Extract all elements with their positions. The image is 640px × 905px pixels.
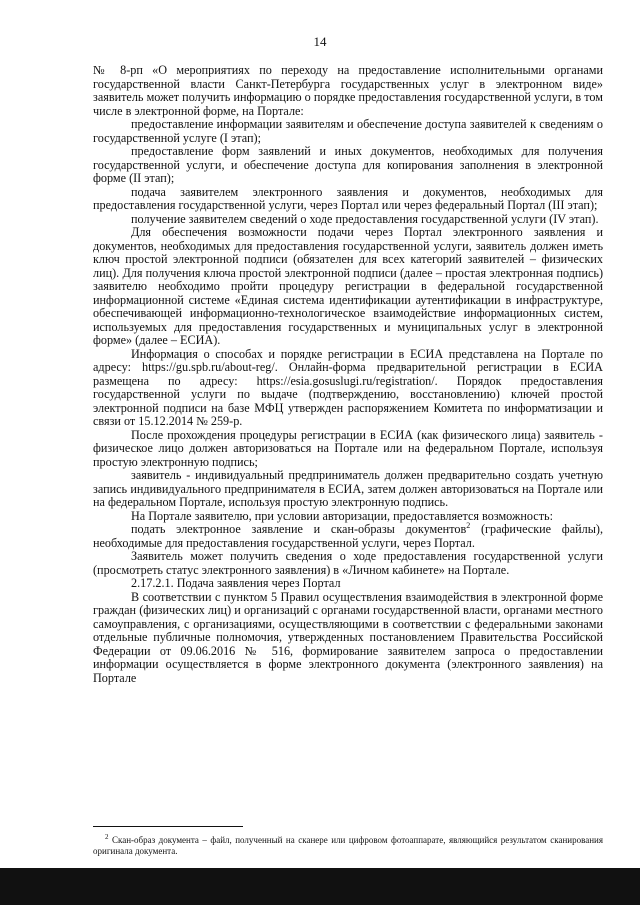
paragraph-text: подать электронное заявление и скан-образы документов bbox=[131, 522, 467, 536]
paragraph: На Портале заявителю, при условии авторизации, предоставляется возможность: bbox=[131, 508, 553, 523]
paragraph: заявитель - индивидуальный предприниматель должен предварительно создать учетную запись индивидуального предпринимателя в ЕСИА, затем должен авторизоваться на Портале или на федеральном Портале, используя простую электронную подпись. bbox=[93, 468, 603, 509]
paragraph-text-after: (графические файлы), необходимые для предоставления государственной услуги, через Портал. bbox=[93, 522, 604, 550]
paragraph: предоставление форм заявлений и иных документов, необходимых для получения государственной услуги, и обеспечение доступа для копирования заполнения в электронной форме (II этап); bbox=[93, 144, 603, 185]
footnote-text: Скан-образ документа – файл, полученный на сканере или цифровом фотоаппарате, являющийся результатом сканирования оригинала документа. bbox=[93, 835, 603, 856]
paragraph: получение заявителем сведений о ходе предоставления государственной услуги (IV этап). bbox=[131, 211, 599, 226]
page-number: 14 bbox=[313, 34, 327, 49]
document-body bbox=[93, 64, 603, 685]
paragraph: подача заявителем электронного заявления и документов, необходимых для предоставления государственной услуги, через Портал или через федеральный Портал (III этап); bbox=[93, 184, 603, 212]
scan-bottom-border bbox=[0, 868, 640, 905]
paragraph: В соответствии с пунктом 5 Правил осуществления взаимодействия в электронной форме граждан (физических лиц) и организаций с органами государственной власти, органами местного самоуправления, с организациями, осуществляющими в соответствии с федеральными законами отдельные публичные полномочия, утвержденных постановлением Правительства Российской Федерации от 09.06.2016 № 516, формирование заявителем запроса о предоставлении информации осуществляется в форме электронного документа (электронного заявления) на Портале bbox=[93, 589, 603, 685]
footnote-divider bbox=[93, 826, 243, 827]
paragraph: Заявитель может получить сведения о ходе предоставления государственной услуги (просмотреть статус электронного заявления) в «Личном кабинете» на Портале. bbox=[93, 549, 603, 577]
section-heading: 2.17.2.1. Подача заявления через Портал bbox=[131, 576, 341, 590]
paragraph: Для обеспечения возможности подачи через Портал электронного заявления и документов, необходимых для предоставления государственной услуги, заявитель должен иметь ключ простой электронной подписи (обязателен для всех категорий заявителей – физических лиц). Для получения ключа простой электронной подписи (далее – простая электронная подпись) заявителю необходимо пройти процедуру регистрации в федеральной государственной информационной системе «Единая система идентификации аутентификации в инфраструктуре, обеспечивающей информационно-технологическое взаимодействие информационных систем, используемых для предоставления государственных и муниципальных услуг в электронной форме» (далее – ЕСИА). bbox=[93, 225, 603, 347]
paragraph-with-footnote-ref bbox=[93, 520, 604, 550]
paragraph: Информация о способах и порядке регистрации в ЕСИА представлена на Портале по адресу: https://gu.spb.ru/about-reg/. Онлайн-форма предварительной регистрации в ЕСИА размещена по адресу: https://esia.gosuslugi.ru/registration/. Порядок предоставления государственной услуги по выдаче (подтверждению, восстановлению) ключей простой электронной подписи на базе МФЦ утвержден распоряжением Комитета по информатизации и связи от 15.12.2014 № 259-р. bbox=[93, 346, 603, 428]
footnote-marker: 2 bbox=[105, 833, 109, 841]
footnote-reference: 2 bbox=[466, 520, 471, 530]
paragraph: После прохождения процедуры регистрации в ЕСИА (как физического лица) заявитель - физическое лицо должен авторизоваться на Портале или на федеральном Портале, используя простую электронную подпись; bbox=[93, 427, 603, 469]
footnote bbox=[93, 832, 603, 857]
paragraph: предоставление информации заявителям и обеспечение доступа заявителей к сведениям о государственной услуге (I этап); bbox=[93, 117, 603, 145]
paragraph: № 8-рп «О мероприятиях по переходу на предоставление исполнительными органами государственной власти Санкт-Петербурга государственных услуг в электронном виде» заявитель может получить информацию о порядке предоставления государственной услуги, в том числе в электронной форме, на Портале: bbox=[93, 63, 603, 118]
